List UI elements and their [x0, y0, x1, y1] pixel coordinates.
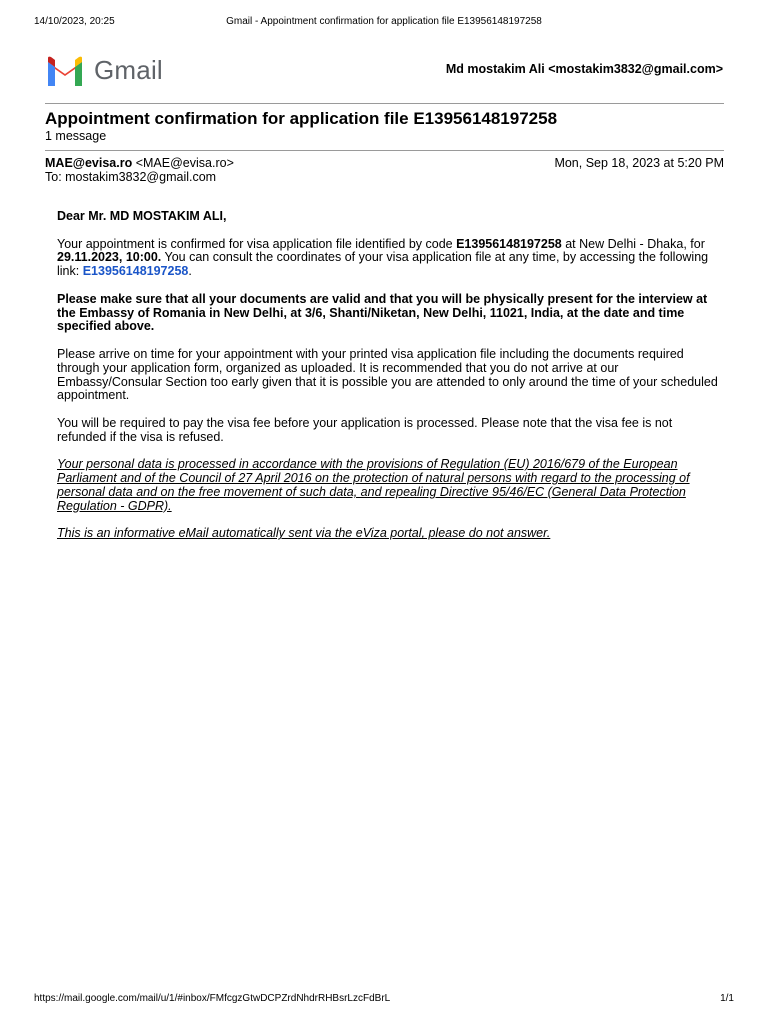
header	[45, 54, 723, 88]
account-label: Md mostakim Ali <mostakim3832@gmail.com>	[445, 62, 723, 76]
recipient: To: mostakim3832@gmail.com	[45, 170, 217, 184]
gmail-wordmark: Gmail	[94, 55, 163, 85]
divider	[45, 150, 724, 151]
text: Your appointment is confirmed for visa application file identified by code	[57, 236, 457, 251]
sent-date: Mon, Sep 18, 2023 at 5:20 PM	[554, 156, 724, 170]
automated-notice: This is an informative eMail automatically sent via the eViza portal, please do not answer.	[57, 526, 551, 541]
gdpr-notice: Your personal data is processed in accordance with the provisions of Regulation (EU) 2016/679 of the European Parliament and of the Council of 27 April 2016 on the protection of natural persons with regard to the processing of personal data and on the free movement of such data, and repealing Directive 95/46/EC (General Data Protection Regulation - GDPR).	[57, 457, 690, 513]
application-link[interactable]: E13956148197258	[82, 264, 189, 279]
divider	[45, 103, 724, 104]
print-header	[34, 16, 734, 30]
print-footer	[34, 993, 734, 1007]
sender-row	[45, 156, 724, 170]
application-code: E13956148197258	[456, 236, 562, 251]
text: You can consult the coordinates of your visa application file at any time, by accessing the following link:	[57, 250, 709, 279]
documents-notice: Please make sure that all your documents are valid and that you will be physically present for the interview at the Embassy of Romania in New Delhi, at 3/6, Shanti/Niketan, New Delhi, 11021, India, at the date and time specified above.	[57, 291, 708, 334]
page-url: https://mail.google.com/mail/u/1/#inbox/FMfcgzGtwDCPZrdNhdrRHBsrLzcFdBrL	[34, 993, 391, 1004]
print-datetime: 14/10/2023, 20:25	[34, 16, 115, 27]
appointment-datetime: 29.11.2023, 10:00.	[57, 250, 162, 265]
arrival-paragraph: Please arrive on time for your appointment with your printed visa application file including the documents required through your application form, organized as uploaded. It is recommended that you do not arrive at our Embassy/Consular Section too early given that it is possible you are attended to only around the time of your scheduled appointment.	[57, 346, 718, 403]
gmail-logo-icon	[45, 56, 85, 86]
fee-paragraph: You will be required to pay the visa fee before your application is processed. Please note that the visa fee is not refunded if the visa is refused.	[57, 415, 673, 444]
confirmation-paragraph	[57, 238, 721, 279]
thread-subject: Appointment confirmation for application file E13956148197258	[45, 109, 558, 128]
sender-name: MAE@evisa.ro	[45, 156, 133, 170]
print-page-title: Gmail - Appointment confirmation for application file E13956148197258	[226, 16, 542, 27]
greeting: Dear Mr. MD MOSTAKIM ALI,	[57, 209, 227, 223]
message-body	[57, 210, 721, 555]
message-count: 1 message	[45, 129, 107, 143]
sender-address: <MAE@evisa.ro>	[135, 156, 234, 170]
text: .	[188, 264, 192, 279]
page-number: 1/1	[720, 993, 734, 1004]
text: at New Delhi - Dhaka, for	[561, 236, 705, 251]
